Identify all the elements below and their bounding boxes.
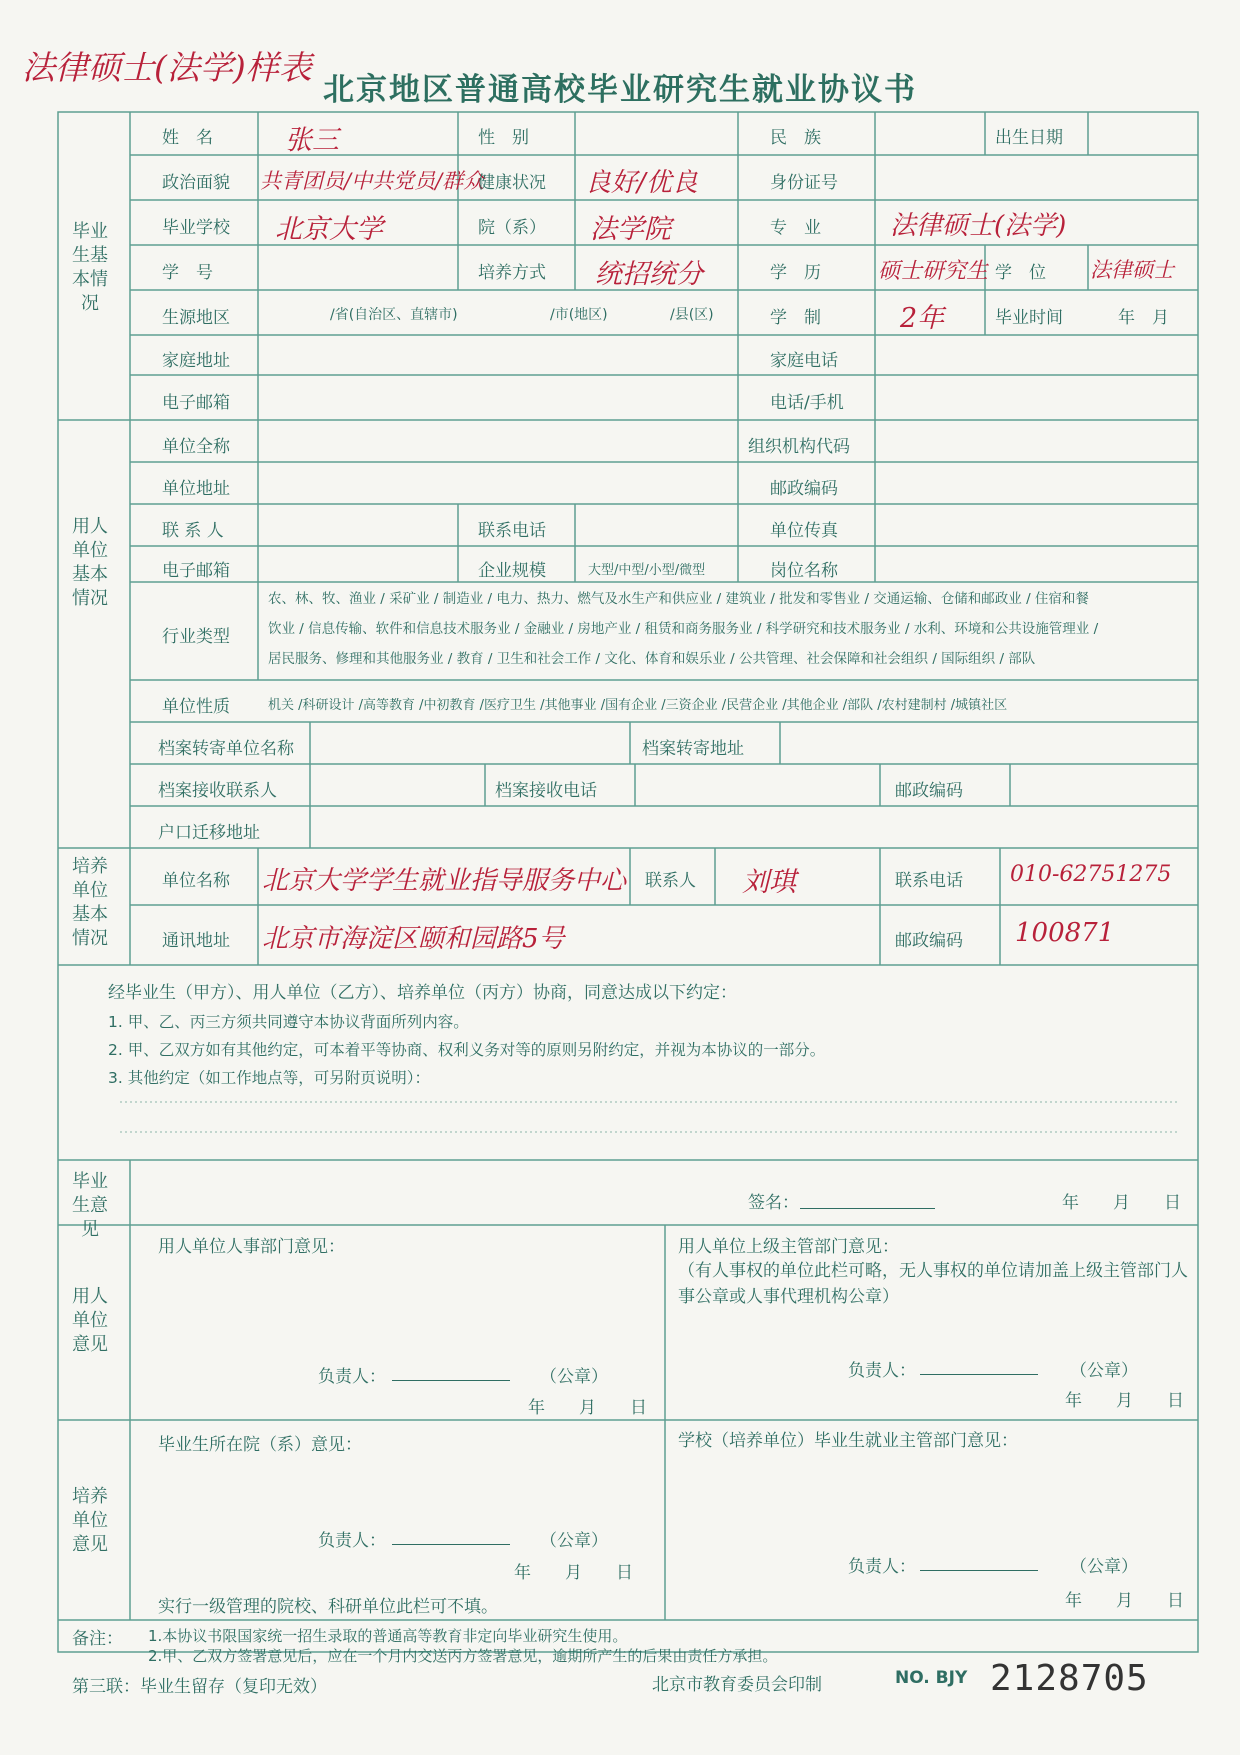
position-label: 岗位名称 <box>770 561 838 581</box>
name-label: 姓 名 <box>162 128 213 148</box>
remark-item: 1.本协议书限国家统一招生录取的普通高等教育非定向毕业研究生使用。 <box>148 1627 628 1645</box>
grad-time-value[interactable]: 年 月 <box>1118 308 1169 328</box>
hr-head-label: 负责人： <box>318 1367 386 1387</box>
training-phone-value[interactable]: 010-62751275 <box>1010 862 1172 887</box>
student-signature-label: 签名： <box>748 1193 799 1213</box>
training-zip-value[interactable]: 100871 <box>1015 918 1115 948</box>
agreement-item-2: 2. 甲、乙双方如有其他约定，可本着平等协商、权利义务对等的原则另附约定，并视为本协议的一部分。 <box>108 1041 826 1059</box>
training-unit-label: 单位名称 <box>162 871 230 891</box>
dept-head-line[interactable] <box>392 1544 510 1545</box>
industry-line[interactable]: 居民服务、修理和其他服务业 / 教育 / 卫生和社会工作 / 文化、体育和娱乐业 / 公共管理、社会保障和社会组织 / 国际组织 / 部队 <box>268 651 1036 667</box>
serial-prefix: NO. BJY <box>895 1668 968 1688</box>
mode-value[interactable]: 统招统分 <box>595 259 703 290</box>
birth-label: 出生日期 <box>995 128 1063 148</box>
industry-options[interactable] <box>268 584 1193 674</box>
training-contact-value[interactable]: 刘琪 <box>742 867 796 898</box>
section-employer-opinion: 用人单位意见 <box>72 1286 108 1355</box>
superior-opinion-note: （有人事权的单位此栏可略，无人事权的单位请加盖上级主管部门人事公章或人事代理机构公章） <box>678 1261 1188 1307</box>
grad-time-label: 毕业时间 <box>995 308 1063 328</box>
training-zip-label: 邮政编码 <box>895 931 963 951</box>
nature-options[interactable]: 机关 /科研设计 /高等教育 /中初教育 /医疗卫生 /其他事业 /国有企业 /三资企业 /民营企业 /其他企业 /部队 /农村建制村 /城镇社区 <box>268 698 1008 713</box>
political-label: 政治面貌 <box>162 173 230 193</box>
major-value[interactable]: 法律硕士(法学) <box>890 211 1067 241</box>
training-contact-label: 联系人 <box>645 871 696 891</box>
hr-date: 年 月 日 <box>528 1398 647 1418</box>
hr-head-line[interactable] <box>392 1380 510 1381</box>
dept-head-label: 负责人： <box>318 1531 386 1551</box>
training-addr-label: 通讯地址 <box>162 931 230 951</box>
archive-zip-label: 邮政编码 <box>895 781 963 801</box>
dept-opinion-label: 毕业生所在院（系）意见： <box>158 1435 362 1455</box>
school-seal-label: （公章） <box>1070 1557 1138 1577</box>
hr-opinion-label: 用人单位人事部门意见： <box>158 1237 345 1257</box>
employer-fullname-label: 单位全称 <box>162 437 230 457</box>
sid-label: 学 号 <box>162 263 213 283</box>
dept-value[interactable]: 法学院 <box>590 214 671 245</box>
training-unit-value[interactable]: 北京大学学生就业指导服务中心 <box>262 866 627 896</box>
nature-label: 单位性质 <box>162 697 230 717</box>
archive-addr-label: 档案转寄地址 <box>642 739 744 759</box>
remarks-label: 备注： <box>72 1629 123 1649</box>
major-label: 专 业 <box>770 218 821 238</box>
document-title: 北京地区普通高校毕业研究生就业协议书 <box>323 72 917 108</box>
archive-unit-label: 档案转寄单位名称 <box>158 739 294 759</box>
section-training: 培养单位基本情况 <box>72 856 108 949</box>
employer-size-options[interactable]: 大型/中型/小型/微型 <box>588 563 706 578</box>
hr-seal-label: （公章） <box>540 1367 608 1387</box>
degree-level-label: 学 历 <box>770 263 821 283</box>
origin-province[interactable]: /省(自治区、直辖市) <box>330 307 458 323</box>
employer-addr-label: 单位地址 <box>162 479 230 499</box>
employer-fax-label: 单位传真 <box>770 521 838 541</box>
id-label: 身份证号 <box>770 173 838 193</box>
school-opinion-label: 学校（培养单位）毕业生就业主管部门意见： <box>678 1431 1018 1451</box>
superior-seal-label: （公章） <box>1070 1361 1138 1381</box>
industry-label: 行业类型 <box>162 627 230 647</box>
superior-date: 年 月 日 <box>1065 1391 1184 1411</box>
name-value[interactable]: 张三 <box>285 125 339 156</box>
gender-label: 性 别 <box>478 128 529 148</box>
hukou-label: 户口迁移地址 <box>158 823 260 843</box>
section-training-opinion: 培养单位意见 <box>72 1486 108 1555</box>
agreement-item-3: 3. 其他约定（如工作地点等，可另附页说明）： <box>108 1069 430 1087</box>
employer-contact-label: 联 系 人 <box>162 521 224 541</box>
school-head-label: 负责人： <box>848 1557 916 1577</box>
origin-city[interactable]: /市(地区) <box>550 307 608 323</box>
employer-size-label: 企业规模 <box>478 561 546 581</box>
training-addr-value[interactable]: 北京市海淀区颐和园路5号 <box>262 924 565 954</box>
origin-label: 生源地区 <box>162 308 230 328</box>
section-student: 毕业生基本情况 <box>72 221 108 314</box>
dept-opinion-note: 实行一级管理的院校、科研单位此栏可不填。 <box>158 1597 498 1617</box>
school-value[interactable]: 北京大学 <box>275 214 383 245</box>
mode-label: 培养方式 <box>478 263 546 283</box>
handwritten-sample-note: 法律硕士(法学)样表 <box>22 48 312 87</box>
copy-label: 第三联：毕业生留存（复印无效） <box>72 1677 327 1697</box>
length-value[interactable]: 2年 <box>900 303 945 334</box>
political-value[interactable]: 共青团员/中共党员/群众 <box>260 169 485 193</box>
superior-head-line[interactable] <box>920 1374 1038 1375</box>
length-label: 学 制 <box>770 308 821 328</box>
dept-label: 院（系） <box>478 218 546 238</box>
archive-phone-label: 档案接收电话 <box>495 781 597 801</box>
mobile-label: 电话/手机 <box>770 393 844 413</box>
employer-email-label: 电子邮箱 <box>162 561 230 581</box>
serial-number: 2128705 <box>990 1658 1149 1699</box>
superior-opinion-label: 用人单位上级主管部门意见： <box>678 1237 899 1257</box>
home-addr-label: 家庭地址 <box>162 351 230 371</box>
agreement-item-1: 1. 甲、乙、丙三方须共同遵守本协议背面所列内容。 <box>108 1013 469 1031</box>
school-label: 毕业学校 <box>162 218 230 238</box>
agreement-intro: 经毕业生（甲方）、用人单位（乙方）、培养单位（丙方）协商，同意达成以下约定： <box>108 983 737 1003</box>
training-phone-label: 联系电话 <box>895 871 963 891</box>
origin-county[interactable]: /县(区) <box>670 307 714 323</box>
archive-contact-label: 档案接收联系人 <box>158 781 277 801</box>
employer-zip-label: 邮政编码 <box>770 479 838 499</box>
dept-seal-label: （公章） <box>540 1531 608 1551</box>
industry-line[interactable]: 农、林、牧、渔业 / 采矿业 / 制造业 / 电力、热力、燃气及水生产和供应业 / 建筑业 / 批发和零售业 / 交通运输、仓储和邮政业 / 住宿和餐 <box>268 591 1089 607</box>
student-email-label: 电子邮箱 <box>162 393 230 413</box>
remark-item: 2.甲、乙双方签署意见后，应在一个月内交送丙方签署意见，逾期所产生的后果由责任方承担。 <box>148 1647 778 1665</box>
health-label: 健康状况 <box>478 173 546 193</box>
section-student-opinion: 毕业生意见 <box>72 1171 108 1240</box>
ethnicity-label: 民 族 <box>770 128 821 148</box>
student-signature-line[interactable] <box>800 1208 935 1209</box>
home-phone-label: 家庭电话 <box>770 351 838 371</box>
health-value[interactable]: 良好/优良 <box>585 168 698 198</box>
employer-phone-label: 联系电话 <box>478 521 546 541</box>
student-opinion-date: 年 月 日 <box>1062 1193 1181 1213</box>
school-date: 年 月 日 <box>1065 1591 1184 1611</box>
printer-label: 北京市教育委员会印制 <box>652 1675 822 1695</box>
org-code-label: 组织机构代码 <box>748 437 850 457</box>
degree-level-value[interactable]: 硕士研究生 <box>878 259 989 284</box>
superior-head-label: 负责人： <box>848 1361 916 1381</box>
school-head-line[interactable] <box>920 1570 1038 1571</box>
dept-date: 年 月 日 <box>514 1563 633 1583</box>
degree-label: 学 位 <box>995 263 1046 283</box>
section-employer: 用人单位基本情况 <box>72 516 108 609</box>
industry-line[interactable]: 饮业 / 信息传输、软件和信息技术服务业 / 金融业 / 房地产业 / 租赁和商务服务业 / 科学研究和技术服务业 / 水利、环境和公共设施管理业 / <box>268 621 1099 637</box>
degree-value[interactable]: 法律硕士 <box>1090 258 1174 282</box>
